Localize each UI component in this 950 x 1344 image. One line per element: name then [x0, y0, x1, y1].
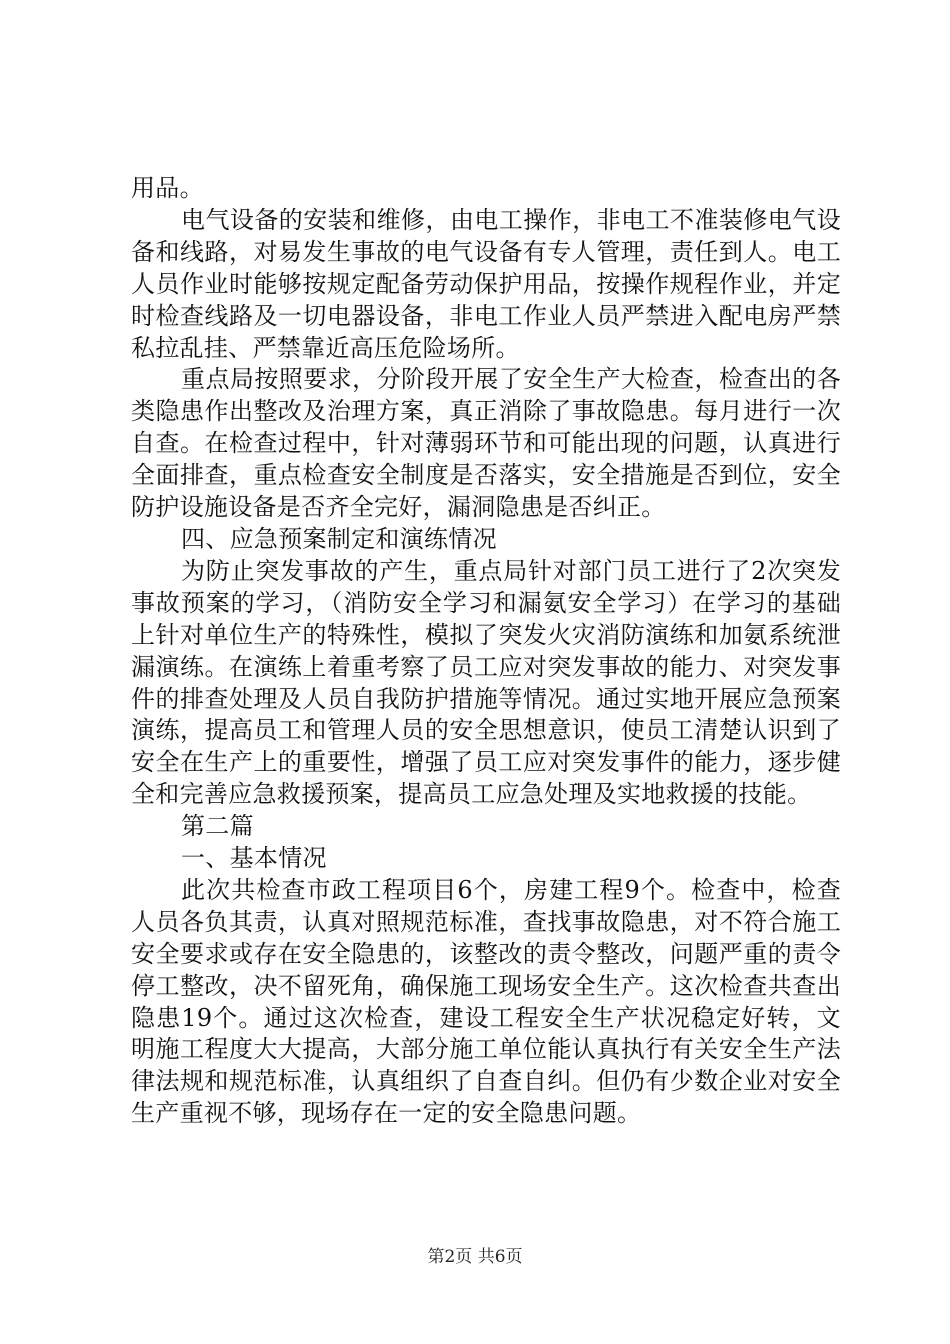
section-heading-basic: 一、基本情况: [181, 844, 327, 873]
page-number-footer: 第2页 共6页: [427, 1247, 523, 1267]
paragraph-2: 电气设备的安装和维修，由电工操作，非电工不准装修电气设备和线路，对易发生事故的电气设备有专人管理，责任到人。电工人员作业时能够按规定配备劳动保护用品，按操作规程作业，并定时检查线路及一切电器设备，非电工作业人员严禁进入配电房严禁私拉乱挂、严禁靠近高压危险场所。: [131, 205, 841, 362]
paragraph-3: 重点局按照要求，分阶段开展了安全生产大检查，检查出的各类隐患作出整改及治理方案，真正消除了事故隐患。每月进行一次自查。在检查过程中，针对薄弱环节和可能出现的问题，认真进行全面排查，重点检查安全制度是否落实，安全措施是否到位，安全防护设施设备是否齐全完好，漏洞隐患是否纠正。: [131, 365, 841, 522]
document-body: [131, 173, 841, 1130]
paragraph-1: 用品。: [131, 174, 204, 202]
paragraph-5: 为防止突发事故的产生，重点局针对部门员工进行了2次突发事故预案的学习，（消防安全学习和漏氨安全学习）在学习的基础上针对单位生产的特殊性，模拟了突发火灾消防演练和加氨系统泄漏演练。在演练上着重考察了员工应对突发事故的能力、对突发事件的排查处理及人员自我防护措施等情况。通过实地开展应急预案演练，提高员工和管理人员的安全思想意识，使员工清楚认识到了安全在生产上的重要性，增强了员工应对突发事件的能力，逐步健全和完善应急救援预案，提高员工应急处理及实地救援的技能。: [131, 556, 841, 809]
section-heading-emergency: 四、应急预案制定和演练情况: [181, 524, 497, 553]
chapter-heading: 第二篇: [181, 812, 254, 841]
paragraph-8: 此次共检查市政工程项目6个，房建工程9个。检查中，检查人员各负其责，认真对照规范标准，查找事故隐患，对不符合施工安全要求或存在安全隐患的，该整改的责令整改，问题严重的责令停工整改，决不留死角，确保施工现场安全生产。这次检查共查出隐患19个。通过这次检查，建设工程安全生产状况稳定好转，文明施工程度大大提高，大部分施工单位能认真执行有关安全生产法律法规和规范标准，认真组织了自查自纠。但仍有少数企业对安全生产重视不够，现场存在一定的安全隐患问题。: [131, 875, 841, 1128]
